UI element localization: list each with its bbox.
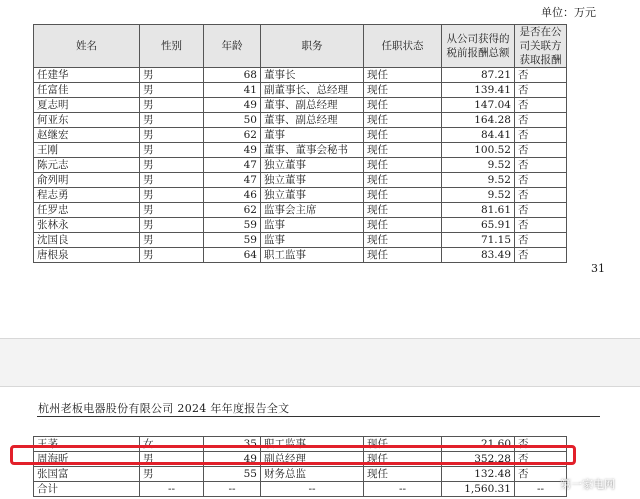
cell-status: 现任 bbox=[364, 68, 442, 83]
table-row bbox=[34, 218, 567, 233]
cell-related: 否 bbox=[515, 467, 567, 482]
cell-name: 赵继宏 bbox=[34, 128, 140, 143]
page-number: 31 bbox=[591, 262, 605, 275]
total-dash: -- bbox=[364, 482, 442, 497]
cell-pay: 352.28 bbox=[442, 452, 515, 467]
cell-title: 副总经理 bbox=[261, 452, 364, 467]
table-row bbox=[34, 188, 567, 203]
watermark: 第一家电网 bbox=[560, 478, 615, 491]
cell-related: 否 bbox=[515, 173, 567, 188]
cell-pay: 83.49 bbox=[442, 248, 515, 263]
cell-title: 独立董事 bbox=[261, 188, 364, 203]
cell-name: 沈国良 bbox=[34, 233, 140, 248]
table-row bbox=[34, 143, 567, 158]
cell-pay: 81.61 bbox=[442, 203, 515, 218]
cell-gender: 女 bbox=[140, 437, 204, 452]
cell-related: 否 bbox=[515, 233, 567, 248]
cell-name: 任富佳 bbox=[34, 83, 140, 98]
cell-related: 否 bbox=[515, 158, 567, 173]
cell-gender: 男 bbox=[140, 203, 204, 218]
cell-title: 董事 bbox=[261, 128, 364, 143]
cell-age: 46 bbox=[204, 188, 261, 203]
cell-related: 否 bbox=[515, 203, 567, 218]
cell-pay: 9.52 bbox=[442, 188, 515, 203]
cell-gender: 男 bbox=[140, 143, 204, 158]
cell-title: 董事、董事会秘书 bbox=[261, 143, 364, 158]
cell-pay: 21.60 bbox=[442, 437, 515, 452]
cell-name: 夏志明 bbox=[34, 98, 140, 113]
cell-name: 周海昕 bbox=[34, 452, 140, 467]
cell-name: 任罗忠 bbox=[34, 203, 140, 218]
page-gap bbox=[0, 338, 640, 386]
cell-pay: 87.21 bbox=[442, 68, 515, 83]
total-pay: 1,560.31 bbox=[442, 482, 515, 497]
cell-title: 独立董事 bbox=[261, 158, 364, 173]
cell-pay: 84.41 bbox=[442, 128, 515, 143]
cell-gender: 男 bbox=[140, 83, 204, 98]
cell-pay: 100.52 bbox=[442, 143, 515, 158]
total-row bbox=[34, 482, 567, 497]
table-row bbox=[34, 248, 567, 263]
cell-related: 否 bbox=[515, 218, 567, 233]
cell-title: 董事长 bbox=[261, 68, 364, 83]
cell-gender: 男 bbox=[140, 128, 204, 143]
total-dash: -- bbox=[261, 482, 364, 497]
cell-pay: 9.52 bbox=[442, 173, 515, 188]
cell-age: 55 bbox=[204, 467, 261, 482]
cell-status: 现任 bbox=[364, 128, 442, 143]
cell-status: 现任 bbox=[364, 233, 442, 248]
cell-related: 否 bbox=[515, 452, 567, 467]
cell-gender: 男 bbox=[140, 248, 204, 263]
cell-title: 监事 bbox=[261, 218, 364, 233]
compensation-table bbox=[33, 24, 567, 263]
page-divider-top bbox=[0, 338, 640, 339]
cell-related: 否 bbox=[515, 128, 567, 143]
cell-status: 现任 bbox=[364, 467, 442, 482]
cell-name: 俞列明 bbox=[34, 173, 140, 188]
page-divider-bottom bbox=[0, 386, 640, 387]
cell-related: 否 bbox=[515, 98, 567, 113]
cell-gender: 男 bbox=[140, 218, 204, 233]
cell-name: 何亚东 bbox=[34, 113, 140, 128]
cell-title: 财务总监 bbox=[261, 467, 364, 482]
total-label: 合计 bbox=[34, 482, 140, 497]
table-row bbox=[34, 128, 567, 143]
cell-gender: 男 bbox=[140, 113, 204, 128]
table-row bbox=[34, 158, 567, 173]
cell-pay: 132.48 bbox=[442, 467, 515, 482]
cell-status: 现任 bbox=[364, 173, 442, 188]
cell-status: 现任 bbox=[364, 203, 442, 218]
cell-age: 35 bbox=[204, 437, 261, 452]
cell-pay: 71.15 bbox=[442, 233, 515, 248]
col-header-title: 职务 bbox=[261, 25, 364, 68]
cell-pay: 65.91 bbox=[442, 218, 515, 233]
header-rule bbox=[37, 416, 600, 417]
cell-related: 否 bbox=[515, 143, 567, 158]
cell-title: 董事、副总经理 bbox=[261, 98, 364, 113]
cell-gender: 男 bbox=[140, 467, 204, 482]
cell-pay: 147.04 bbox=[442, 98, 515, 113]
cell-age: 47 bbox=[204, 158, 261, 173]
cell-pay: 9.52 bbox=[442, 158, 515, 173]
cell-age: 59 bbox=[204, 218, 261, 233]
cell-age: 68 bbox=[204, 68, 261, 83]
cell-age: 59 bbox=[204, 233, 261, 248]
cell-related: 否 bbox=[515, 68, 567, 83]
cell-related: 否 bbox=[515, 188, 567, 203]
col-header-gender: 性别 bbox=[140, 25, 204, 68]
cell-gender: 男 bbox=[140, 158, 204, 173]
cell-name: 王刚 bbox=[34, 143, 140, 158]
cell-related: 否 bbox=[515, 83, 567, 98]
cell-title: 独立董事 bbox=[261, 173, 364, 188]
table-row bbox=[34, 233, 567, 248]
table-row bbox=[34, 98, 567, 113]
cell-name: 任建华 bbox=[34, 68, 140, 83]
cell-gender: 男 bbox=[140, 452, 204, 467]
cell-status: 现任 bbox=[364, 437, 442, 452]
cell-related: 否 bbox=[515, 248, 567, 263]
cell-pay: 164.28 bbox=[442, 113, 515, 128]
cell-age: 62 bbox=[204, 128, 261, 143]
cell-title: 监事 bbox=[261, 233, 364, 248]
cell-status: 现任 bbox=[364, 98, 442, 113]
unit-label: 单位：万元 bbox=[541, 6, 596, 19]
cell-status: 现任 bbox=[364, 248, 442, 263]
cell-age: 41 bbox=[204, 83, 261, 98]
col-header-age: 年龄 bbox=[204, 25, 261, 68]
cell-gender: 男 bbox=[140, 188, 204, 203]
cell-status: 现任 bbox=[364, 188, 442, 203]
cell-gender: 男 bbox=[140, 98, 204, 113]
cell-gender: 男 bbox=[140, 68, 204, 83]
cell-title: 监事会主席 bbox=[261, 203, 364, 218]
table-row bbox=[34, 113, 567, 128]
total-dash: -- bbox=[204, 482, 261, 497]
cell-name: 陈元志 bbox=[34, 158, 140, 173]
cell-age: 47 bbox=[204, 173, 261, 188]
cell-name: 王茅 bbox=[34, 437, 140, 452]
total-dash: -- bbox=[140, 482, 204, 497]
cell-age: 49 bbox=[204, 98, 261, 113]
highlight-box bbox=[10, 445, 576, 465]
col-header-name: 姓名 bbox=[34, 25, 140, 68]
table-row bbox=[34, 467, 567, 482]
cell-gender: 男 bbox=[140, 173, 204, 188]
table-row bbox=[34, 83, 567, 98]
table-header-row bbox=[34, 25, 567, 68]
table-row bbox=[34, 203, 567, 218]
cell-status: 现任 bbox=[364, 83, 442, 98]
cell-age: 50 bbox=[204, 113, 261, 128]
cell-name: 程志勇 bbox=[34, 188, 140, 203]
col-header-pay: 从公司获得的税前报酬总额 bbox=[442, 25, 515, 68]
table-row bbox=[34, 68, 567, 83]
cell-name: 张国富 bbox=[34, 467, 140, 482]
cell-pay: 139.41 bbox=[442, 83, 515, 98]
col-header-related: 是否在公司关联方获取报酬 bbox=[515, 25, 567, 68]
cell-title: 董事、副总经理 bbox=[261, 113, 364, 128]
page-header: 杭州老板电器股份有限公司 2024 年年度报告全文 bbox=[38, 402, 290, 415]
cell-related: 否 bbox=[515, 437, 567, 452]
cell-status: 现任 bbox=[364, 143, 442, 158]
cell-title: 职工监事 bbox=[261, 248, 364, 263]
cell-status: 现任 bbox=[364, 158, 442, 173]
cell-related: 否 bbox=[515, 113, 567, 128]
cell-gender: 男 bbox=[140, 233, 204, 248]
cell-age: 62 bbox=[204, 203, 261, 218]
cell-title: 副董事长、总经理 bbox=[261, 83, 364, 98]
cell-age: 49 bbox=[204, 143, 261, 158]
col-header-status: 任职状态 bbox=[364, 25, 442, 68]
table-row bbox=[34, 173, 567, 188]
cell-status: 现任 bbox=[364, 452, 442, 467]
cell-name: 张林永 bbox=[34, 218, 140, 233]
cell-age: 64 bbox=[204, 248, 261, 263]
cell-status: 现任 bbox=[364, 218, 442, 233]
cell-age: 49 bbox=[204, 452, 261, 467]
cell-name: 唐根泉 bbox=[34, 248, 140, 263]
cell-status: 现任 bbox=[364, 113, 442, 128]
total-dash: -- bbox=[515, 482, 567, 497]
cell-title: 职工监事 bbox=[261, 437, 364, 452]
